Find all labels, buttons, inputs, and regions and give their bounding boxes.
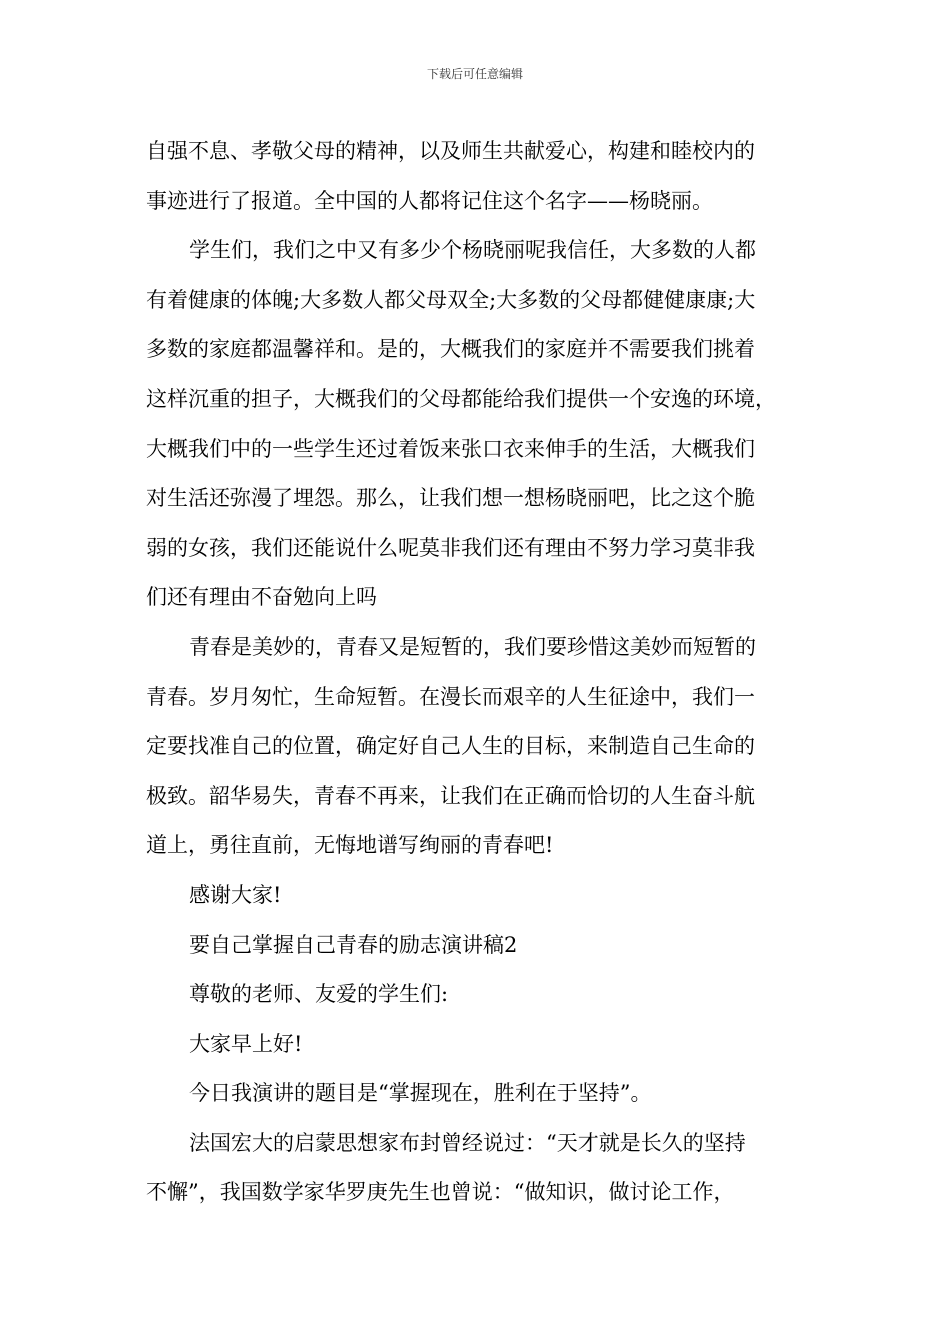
salutation-line: 尊敬的老师、友爱的学生们: [189, 982, 449, 1007]
text-line: 有着健康的体魄;大多数人都父母双全;大多数的父母都健健康康;大 [146, 287, 756, 312]
text-line: 对生活还弥漫了埋怨。那么，让我们想一想杨晓丽吧，比之这个脆 [146, 486, 755, 511]
text-line: 不懈”，我国数学家华罗庚先生也曾说：“做知识，做讨论工作， [146, 1180, 735, 1205]
text-line: 弱的女孩，我们还能说什么呢莫非我们还有理由不努力学习莫非我 [146, 535, 755, 560]
text-line: 道上，勇往直前，无悔地谱写绚丽的青春吧! [146, 833, 554, 858]
text-line: 定要找准自己的位置，确定好自己人生的目标，来制造自己生命的 [146, 734, 755, 759]
paragraph-start-line: 学生们，我们之中又有多少个杨晓丽呢我信任，大多数的人都 [189, 238, 756, 263]
text-line: 大概我们中的一些学生还过着饭来张口衣来伸手的生活，大概我们 [146, 436, 755, 461]
closing-line: 感谢大家! [189, 882, 282, 907]
paragraph-start-line: 青春是美妙的，青春又是短暂的，我们要珍惜这美妙而短暂的 [189, 634, 756, 659]
text-line: 自强不息、孝敬父母的精神，以及师生共献爱心，构建和睦校内的 [146, 139, 755, 163]
text-line: 多数的家庭都温馨祥和。是的，大概我们的家庭并不需要我们挑着 [146, 337, 755, 362]
greeting-line: 大家早上好! [189, 1031, 303, 1056]
page-header: 下载后可任意编辑 [426, 67, 523, 81]
text-line: 这样沉重的担子，大概我们的父母都能给我们提供一个安逸的环境， [146, 386, 776, 411]
document-body [146, 127, 806, 1218]
paragraph-start-line: 法国宏大的启蒙思想家布封曾经说过：“天才就是长久的坚持 [189, 1130, 746, 1155]
text-line: 事迹进行了报道。全中国的人都将记住这个名字——杨晓丽。 [146, 188, 713, 213]
section-title: 要自己掌握自己青春的励志演讲稿2 [189, 932, 518, 957]
text-line: 极致。韶华易失，青春不再来，让我们在正确而恰切的人生奋斗航 [146, 783, 755, 808]
text-line: 们还有理由不奋勉向上吗 [146, 585, 377, 610]
paragraph-start-line: 今日我演讲的题目是“掌握现在，胜利在于坚持”。 [189, 1081, 652, 1106]
text-line: 青春。岁月匆忙，生命短暂。在漫长而艰辛的人生征途中，我们一 [146, 684, 755, 709]
